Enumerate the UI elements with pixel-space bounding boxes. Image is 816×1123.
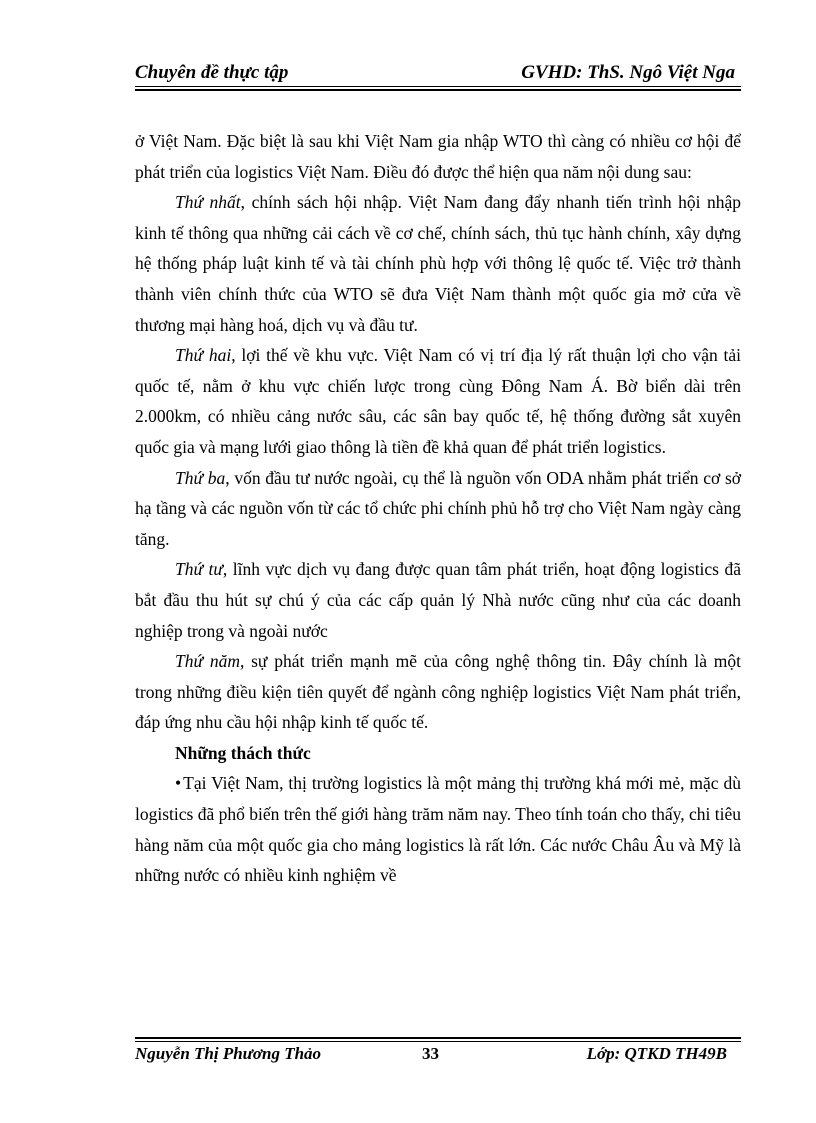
bullet-icon: •	[175, 773, 182, 794]
header-rule	[135, 86, 741, 87]
point-text: , lĩnh vực dịch vụ đang được quan tâm phát triển, hoạt động logistics đã bắt đầu thu hút sự chú ý của các cấp quản lý Nhà nước cũng như của các doanh nghiệp trong và ngoài nước	[135, 559, 741, 641]
page-number: 33	[422, 1044, 439, 1063]
header-rule-thick	[135, 89, 741, 91]
footer-class: Lớp: QTKD TH49B	[586, 1044, 727, 1063]
page-header	[135, 60, 741, 86]
intro-paragraph: ở Việt Nam. Đặc biệt là sau khi Việt Nam gia nhập WTO thì càng có nhiều cơ hội để phát triển của logistics Việt Nam. Điều đó được thể hiện qua năm nội dung sau:	[135, 131, 741, 182]
document-body	[135, 126, 741, 891]
footer-author: Nguyễn Thị Phương Thảo	[135, 1044, 322, 1063]
footer-rule	[135, 1041, 741, 1042]
point-text: , vốn đầu tư nước ngoài, cụ thể là nguồn vốn ODA nhằm phát triển cơ sở hạ tầng và các nguồn vốn từ các tổ chức phi chính phủ hỗ trợ cho Việt Nam ngày càng tăng.	[135, 467, 742, 549]
paragraph-point-2	[135, 340, 741, 462]
point-lead: Thứ nhất	[175, 192, 241, 213]
page-footer	[135, 1044, 741, 1068]
point-text: , sự phát triển mạnh mẽ của công nghệ thông tin. Đây chính là một trong những điều kiện tiên quyết để ngành công nghiệp logistics Việt Nam phát triển, đáp ứng nhu cầu hội nhập kinh tế quốc tế.	[135, 651, 741, 733]
point-lead: Thứ tư	[175, 559, 223, 580]
footer-rule-thick	[135, 1037, 741, 1039]
point-lead: Thứ hai	[175, 345, 232, 366]
paragraph-point-1	[135, 187, 741, 340]
point-lead: Thứ ba	[175, 467, 226, 488]
bullet-text: Tại Việt Nam, thị trường logistics là một mảng thị trường khá mới mẻ, mặc dù logistics đã phổ biến trên thế giới hàng trăm năm nay. Theo tính toán cho thấy, chi tiêu hàng năm của một quốc gia cho mảng logistics là rất lớn. Các nước Châu Âu và Mỹ là những nước có nhiều kinh nghiệm về	[135, 773, 741, 886]
section-heading: Những thách thức	[175, 742, 311, 763]
paragraph-point-4	[135, 554, 741, 646]
point-lead: Thứ năm	[175, 651, 240, 672]
point-text: , chính sách hội nhập. Việt Nam đang đẩy nhanh tiến trình hội nhập kinh tế thông qua những cải cách về cơ chế, chính sách, thủ tục hành chính, xây dựng hệ thống pháp luật kinh tế và tài chính phù hợp với thông lệ quốc tế. Việc trở thành thành viên chính thức của WTO sẽ đưa Việt Nam thành một quốc gia mở cửa về thương mại hàng hoá, dịch vụ và đầu tư.	[135, 192, 742, 335]
bullet-paragraph	[135, 768, 741, 890]
header-advisor: GVHD: ThS. Ngô Việt Nga	[521, 62, 735, 83]
header-title: Chuyên đề thực tập	[135, 62, 289, 83]
paragraph-point-5	[135, 646, 741, 738]
paragraph-point-3	[135, 463, 741, 555]
point-text: , lợi thế về khu vực. Việt Nam có vị trí địa lý rất thuận lợi cho vận tải quốc tế, nằm ở khu vực chiến lược trong cùng Đông Nam Á. Bờ biển dài trên 2.000km, có nhiều cảng nước sâu, các sân bay quốc tế, hệ thống đường sắt xuyên quốc gia và mạng lưới giao thông là tiền đề khả quan để phát triển logistics.	[135, 345, 742, 457]
